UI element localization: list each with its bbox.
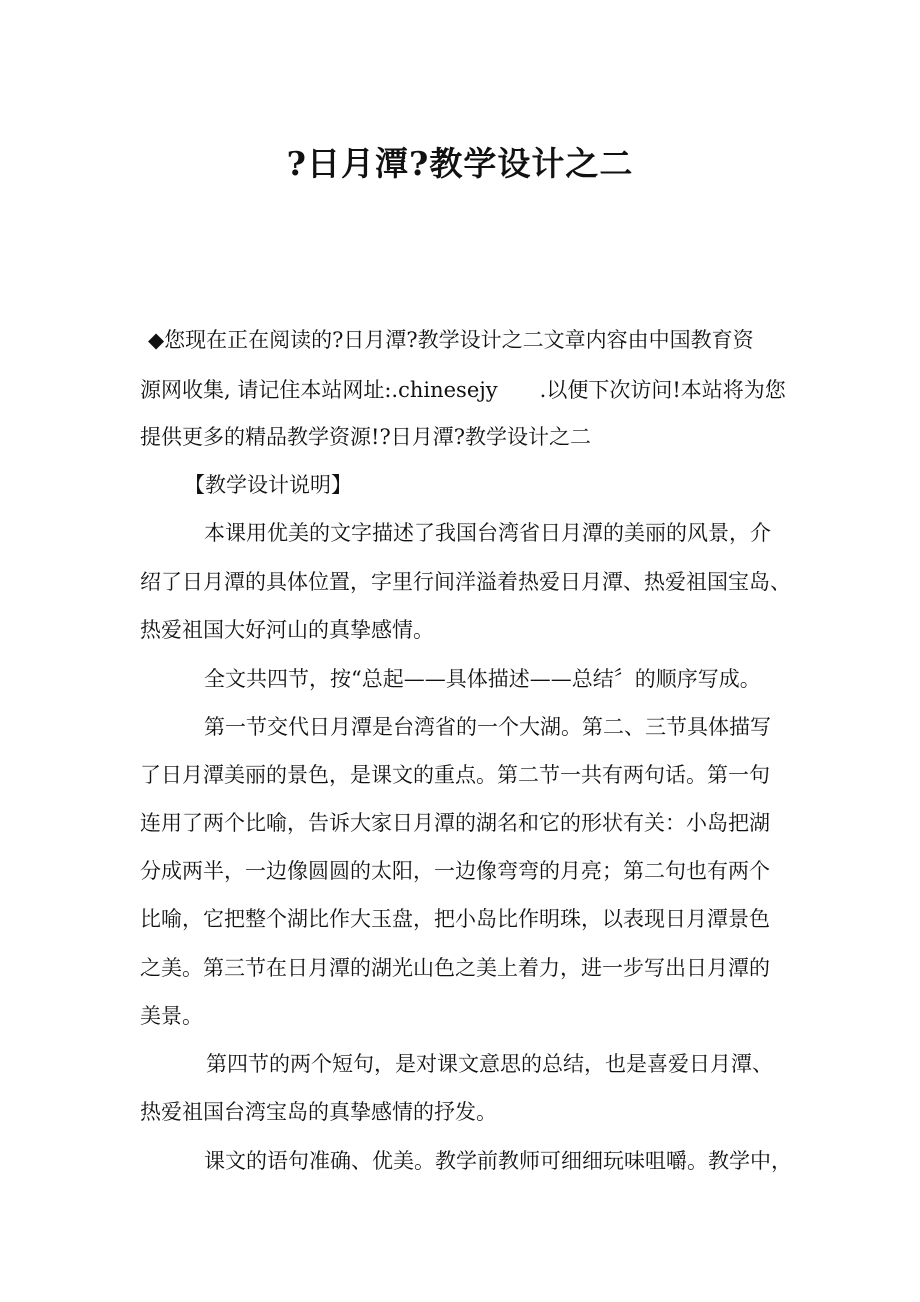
notice-line-2-part-1: 源网收集, 请记住本站网址:.chinesejy: [140, 378, 498, 402]
notice-line-3: 提供更多的精品教学资源!?日月潭?教学设计之二: [140, 425, 591, 449]
paragraph-3-line-6: 之美。第三节在日月潭的湖光山色之美上着力，进一步写出日月潭的: [140, 956, 770, 980]
paragraph-3-line-5: 比喻，它把整个湖比作大玉盘，把小岛比作明珠，以表现日月潭景色: [140, 907, 770, 931]
paragraph-3-line-7: 美景。: [140, 1004, 203, 1028]
paragraph-1-line-1: 本课用优美的文字描述了我国台湾省日月潭的美丽的风景，介: [204, 521, 771, 545]
paragraph-3-line-4: 分成两半，一边像圆圆的太阳，一边像弯弯的月亮；第二句也有两个: [140, 859, 770, 883]
paragraph-1-line-2: 绍了日月潭的具体位置，字里行间洋溢着热爱日月潭、热爱祖国宝岛、: [140, 570, 791, 594]
paragraph-5-line-1: 课文的语句准确、优美。教学前教师可细细玩味咀嚼。教学中，: [204, 1149, 792, 1173]
document-title: ?日月潭?教学设计之二: [286, 144, 634, 183]
paragraph-4-line-1: 第四节的两个短句，是对课文意思的总结，也是喜爱日月潭、: [206, 1052, 773, 1076]
section-heading: 【教学设计说明】: [184, 473, 352, 497]
paragraph-3-line-2: 了日月潭美丽的景色，是课文的重点。第二节一共有两句话。第一句: [140, 763, 770, 787]
paragraph-2-line-1: 全文共四节，按“总起——具体描述——总结〞的顺序写成。: [204, 667, 761, 691]
notice-line-2: [140, 375, 786, 405]
paragraph-3-line-3: 连用了两个比喻，告诉大家日月潭的湖名和它的形状有关：小岛把湖: [140, 811, 770, 835]
notice-line-1: ◆您现在正在阅读的?日月潭?教学设计之二文章内容由中国教育资: [148, 328, 754, 352]
paragraph-3-line-1: 第一节交代日月潭是台湾省的一个大湖。第二、三节具体描写: [204, 715, 771, 739]
paragraph-4-line-2: 热爱祖国台湾宝岛的真挚感情的抒发。: [140, 1100, 497, 1124]
paragraph-1-line-3: 热爱祖国大好河山的真挚感情。: [140, 618, 434, 642]
notice-line-2-part-2: .以便下次访问!本站将为您: [539, 378, 786, 402]
